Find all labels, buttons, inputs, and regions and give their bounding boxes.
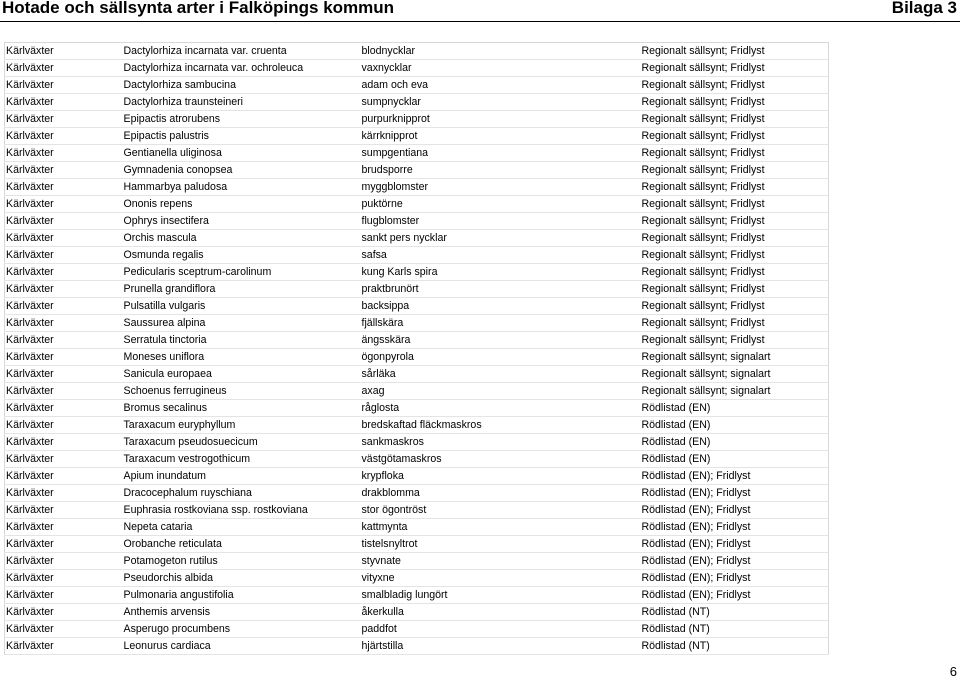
species-group-cell: Kärlväxter bbox=[5, 349, 123, 366]
conservation-status-cell: Rödlistad (EN); Fridlyst bbox=[641, 519, 829, 536]
table-row bbox=[5, 281, 829, 298]
species-group-cell: Kärlväxter bbox=[5, 451, 123, 468]
conservation-status-cell: Regionalt sällsynt; Fridlyst bbox=[641, 213, 829, 230]
table-row bbox=[5, 111, 829, 128]
species-group-cell: Kärlväxter bbox=[5, 366, 123, 383]
species-group-cell: Kärlväxter bbox=[5, 230, 123, 247]
swedish-name-cell: smalbladig lungört bbox=[361, 587, 641, 604]
species-group-cell: Kärlväxter bbox=[5, 247, 123, 264]
swedish-name-cell: tistelsnyltrot bbox=[361, 536, 641, 553]
scientific-name-cell: Leonurus cardiaca bbox=[123, 638, 361, 655]
species-group-cell: Kärlväxter bbox=[5, 417, 123, 434]
header-divider bbox=[0, 21, 960, 22]
scientific-name-cell: Ophrys insectifera bbox=[123, 213, 361, 230]
scientific-name-cell: Dracocephalum ruyschiana bbox=[123, 485, 361, 502]
scientific-name-cell: Taraxacum pseudosuecicum bbox=[123, 434, 361, 451]
conservation-status-cell: Regionalt sällsynt; Fridlyst bbox=[641, 196, 829, 213]
table-row bbox=[5, 162, 829, 179]
species-group-cell: Kärlväxter bbox=[5, 128, 123, 145]
swedish-name-cell: vityxne bbox=[361, 570, 641, 587]
scientific-name-cell: Gentianella uliginosa bbox=[123, 145, 361, 162]
conservation-status-cell: Regionalt sällsynt; Fridlyst bbox=[641, 247, 829, 264]
species-group-cell: Kärlväxter bbox=[5, 519, 123, 536]
table-row bbox=[5, 485, 829, 502]
scientific-name-cell: Hammarbya paludosa bbox=[123, 179, 361, 196]
scientific-name-cell: Pulsatilla vulgaris bbox=[123, 298, 361, 315]
swedish-name-cell: blodnycklar bbox=[361, 43, 641, 60]
scientific-name-cell: Gymnadenia conopsea bbox=[123, 162, 361, 179]
table-row bbox=[5, 570, 829, 587]
conservation-status-cell: Rödlistad (NT) bbox=[641, 621, 829, 638]
scientific-name-cell: Epipactis atrorubens bbox=[123, 111, 361, 128]
scientific-name-cell: Sanicula europaea bbox=[123, 366, 361, 383]
swedish-name-cell: myggblomster bbox=[361, 179, 641, 196]
species-group-cell: Kärlväxter bbox=[5, 264, 123, 281]
species-group-cell: Kärlväxter bbox=[5, 298, 123, 315]
species-group-cell: Kärlväxter bbox=[5, 485, 123, 502]
scientific-name-cell: Pseudorchis albida bbox=[123, 570, 361, 587]
swedish-name-cell: paddfot bbox=[361, 621, 641, 638]
scientific-name-cell: Schoenus ferrugineus bbox=[123, 383, 361, 400]
conservation-status-cell: Regionalt sällsynt; Fridlyst bbox=[641, 145, 829, 162]
swedish-name-cell: stor ögontröst bbox=[361, 502, 641, 519]
table-row bbox=[5, 587, 829, 604]
scientific-name-cell: Nepeta cataria bbox=[123, 519, 361, 536]
swedish-name-cell: sårläka bbox=[361, 366, 641, 383]
conservation-status-cell: Regionalt sällsynt; Fridlyst bbox=[641, 230, 829, 247]
conservation-status-cell: Regionalt sällsynt; Fridlyst bbox=[641, 332, 829, 349]
species-group-cell: Kärlväxter bbox=[5, 638, 123, 655]
species-group-cell: Kärlväxter bbox=[5, 94, 123, 111]
conservation-status-cell: Regionalt sällsynt; Fridlyst bbox=[641, 43, 829, 60]
swedish-name-cell: kattmynta bbox=[361, 519, 641, 536]
conservation-status-cell: Rödlistad (EN); Fridlyst bbox=[641, 502, 829, 519]
conservation-status-cell: Regionalt sällsynt; signalart bbox=[641, 349, 829, 366]
swedish-name-cell: backsippa bbox=[361, 298, 641, 315]
swedish-name-cell: purpurknipprot bbox=[361, 111, 641, 128]
scientific-name-cell: Osmunda regalis bbox=[123, 247, 361, 264]
scientific-name-cell: Pulmonaria angustifolia bbox=[123, 587, 361, 604]
swedish-name-cell: adam och eva bbox=[361, 77, 641, 94]
conservation-status-cell: Rödlistad (EN); Fridlyst bbox=[641, 485, 829, 502]
swedish-name-cell: kung Karls spira bbox=[361, 264, 641, 281]
conservation-status-cell: Regionalt sällsynt; Fridlyst bbox=[641, 111, 829, 128]
conservation-status-cell: Regionalt sällsynt; Fridlyst bbox=[641, 60, 829, 77]
conservation-status-cell: Regionalt sällsynt; Fridlyst bbox=[641, 264, 829, 281]
scientific-name-cell: Moneses uniflora bbox=[123, 349, 361, 366]
species-group-cell: Kärlväxter bbox=[5, 434, 123, 451]
scientific-name-cell: Dactylorhiza sambucina bbox=[123, 77, 361, 94]
swedish-name-cell: fjällskära bbox=[361, 315, 641, 332]
species-group-cell: Kärlväxter bbox=[5, 60, 123, 77]
scientific-name-cell: Asperugo procumbens bbox=[123, 621, 361, 638]
species-group-cell: Kärlväxter bbox=[5, 43, 123, 60]
swedish-name-cell: kärrknipprot bbox=[361, 128, 641, 145]
conservation-status-cell: Regionalt sällsynt; Fridlyst bbox=[641, 77, 829, 94]
table-row bbox=[5, 536, 829, 553]
swedish-name-cell: bredskaftad fläckmaskros bbox=[361, 417, 641, 434]
conservation-status-cell: Rödlistad (NT) bbox=[641, 604, 829, 621]
species-group-cell: Kärlväxter bbox=[5, 502, 123, 519]
swedish-name-cell: safsa bbox=[361, 247, 641, 264]
table-row bbox=[5, 298, 829, 315]
species-group-cell: Kärlväxter bbox=[5, 400, 123, 417]
table-row bbox=[5, 94, 829, 111]
scientific-name-cell: Orobanche reticulata bbox=[123, 536, 361, 553]
scientific-name-cell: Serratula tinctoria bbox=[123, 332, 361, 349]
conservation-status-cell: Regionalt sällsynt; Fridlyst bbox=[641, 128, 829, 145]
scientific-name-cell: Potamogeton rutilus bbox=[123, 553, 361, 570]
swedish-name-cell: drakblomma bbox=[361, 485, 641, 502]
swedish-name-cell: sumpgentiana bbox=[361, 145, 641, 162]
conservation-status-cell: Rödlistad (EN) bbox=[641, 417, 829, 434]
swedish-name-cell: puktörne bbox=[361, 196, 641, 213]
conservation-status-cell: Regionalt sällsynt; signalart bbox=[641, 366, 829, 383]
swedish-name-cell: flugblomster bbox=[361, 213, 641, 230]
conservation-status-cell: Regionalt sällsynt; Fridlyst bbox=[641, 162, 829, 179]
scientific-name-cell: Bromus secalinus bbox=[123, 400, 361, 417]
table-row bbox=[5, 621, 829, 638]
table-row bbox=[5, 604, 829, 621]
scientific-name-cell: Taraxacum vestrogothicum bbox=[123, 451, 361, 468]
table-row bbox=[5, 519, 829, 536]
table-row bbox=[5, 230, 829, 247]
scientific-name-cell: Euphrasia rostkoviana ssp. rostkoviana bbox=[123, 502, 361, 519]
table-row bbox=[5, 553, 829, 570]
swedish-name-cell: krypfloka bbox=[361, 468, 641, 485]
swedish-name-cell: sankt pers nycklar bbox=[361, 230, 641, 247]
page-header bbox=[0, 0, 960, 20]
species-group-cell: Kärlväxter bbox=[5, 281, 123, 298]
species-group-cell: Kärlväxter bbox=[5, 179, 123, 196]
table-row bbox=[5, 247, 829, 264]
species-group-cell: Kärlväxter bbox=[5, 553, 123, 570]
table-row bbox=[5, 638, 829, 655]
swedish-name-cell: hjärtstilla bbox=[361, 638, 641, 655]
scientific-name-cell: Ononis repens bbox=[123, 196, 361, 213]
species-group-cell: Kärlväxter bbox=[5, 536, 123, 553]
table-row bbox=[5, 366, 829, 383]
page-number: 6 bbox=[949, 664, 957, 679]
table-row bbox=[5, 43, 829, 60]
conservation-status-cell: Rödlistad (EN); Fridlyst bbox=[641, 536, 829, 553]
species-group-cell: Kärlväxter bbox=[5, 162, 123, 179]
table-row bbox=[5, 434, 829, 451]
conservation-status-cell: Regionalt sällsynt; Fridlyst bbox=[641, 179, 829, 196]
table-row bbox=[5, 264, 829, 281]
swedish-name-cell: brudsporre bbox=[361, 162, 641, 179]
species-table-body bbox=[5, 43, 829, 655]
species-group-cell: Kärlväxter bbox=[5, 468, 123, 485]
conservation-status-cell: Regionalt sällsynt; Fridlyst bbox=[641, 94, 829, 111]
species-group-cell: Kärlväxter bbox=[5, 332, 123, 349]
table-row bbox=[5, 417, 829, 434]
swedish-name-cell: praktbrunört bbox=[361, 281, 641, 298]
conservation-status-cell: Rödlistad (EN); Fridlyst bbox=[641, 570, 829, 587]
swedish-name-cell: ängsskära bbox=[361, 332, 641, 349]
conservation-status-cell: Rödlistad (EN); Fridlyst bbox=[641, 553, 829, 570]
species-group-cell: Kärlväxter bbox=[5, 145, 123, 162]
table-row bbox=[5, 213, 829, 230]
table-row bbox=[5, 383, 829, 400]
conservation-status-cell: Rödlistad (EN); Fridlyst bbox=[641, 468, 829, 485]
conservation-status-cell: Regionalt sällsynt; Fridlyst bbox=[641, 281, 829, 298]
scientific-name-cell: Apium inundatum bbox=[123, 468, 361, 485]
table-row bbox=[5, 77, 829, 94]
table-row bbox=[5, 315, 829, 332]
table-row bbox=[5, 60, 829, 77]
species-table bbox=[4, 42, 829, 655]
scientific-name-cell: Taraxacum euryphyllum bbox=[123, 417, 361, 434]
species-group-cell: Kärlväxter bbox=[5, 111, 123, 128]
table-row bbox=[5, 400, 829, 417]
species-group-cell: Kärlväxter bbox=[5, 621, 123, 638]
conservation-status-cell: Regionalt sällsynt; Fridlyst bbox=[641, 298, 829, 315]
conservation-status-cell: Rödlistad (EN) bbox=[641, 434, 829, 451]
table-row bbox=[5, 451, 829, 468]
table-row bbox=[5, 128, 829, 145]
appendix-label: Bilaga 3 bbox=[891, 0, 957, 17]
species-group-cell: Kärlväxter bbox=[5, 315, 123, 332]
species-group-cell: Kärlväxter bbox=[5, 570, 123, 587]
table-row bbox=[5, 196, 829, 213]
table-row bbox=[5, 468, 829, 485]
document-title: Hotade och sällsynta arter i Falköpings kommun bbox=[2, 0, 395, 17]
swedish-name-cell: råglosta bbox=[361, 400, 641, 417]
species-group-cell: Kärlväxter bbox=[5, 196, 123, 213]
scientific-name-cell: Dactylorhiza incarnata var. ochroleuca bbox=[123, 60, 361, 77]
swedish-name-cell: axag bbox=[361, 383, 641, 400]
species-group-cell: Kärlväxter bbox=[5, 604, 123, 621]
table-row bbox=[5, 179, 829, 196]
table-row bbox=[5, 349, 829, 366]
conservation-status-cell: Regionalt sällsynt; signalart bbox=[641, 383, 829, 400]
scientific-name-cell: Orchis mascula bbox=[123, 230, 361, 247]
swedish-name-cell: sankmaskros bbox=[361, 434, 641, 451]
swedish-name-cell: styvnate bbox=[361, 553, 641, 570]
scientific-name-cell: Dactylorhiza traunsteineri bbox=[123, 94, 361, 111]
conservation-status-cell: Rödlistad (EN); Fridlyst bbox=[641, 587, 829, 604]
scientific-name-cell: Dactylorhiza incarnata var. cruenta bbox=[123, 43, 361, 60]
swedish-name-cell: västgötamaskros bbox=[361, 451, 641, 468]
table-row bbox=[5, 145, 829, 162]
scientific-name-cell: Saussurea alpina bbox=[123, 315, 361, 332]
species-group-cell: Kärlväxter bbox=[5, 587, 123, 604]
scientific-name-cell: Prunella grandiflora bbox=[123, 281, 361, 298]
conservation-status-cell: Rödlistad (EN) bbox=[641, 400, 829, 417]
swedish-name-cell: ögonpyrola bbox=[361, 349, 641, 366]
swedish-name-cell: sumpnycklar bbox=[361, 94, 641, 111]
scientific-name-cell: Epipactis palustris bbox=[123, 128, 361, 145]
table-row bbox=[5, 332, 829, 349]
swedish-name-cell: åkerkulla bbox=[361, 604, 641, 621]
table-row bbox=[5, 502, 829, 519]
species-group-cell: Kärlväxter bbox=[5, 213, 123, 230]
conservation-status-cell: Rödlistad (NT) bbox=[641, 638, 829, 655]
conservation-status-cell: Rödlistad (EN) bbox=[641, 451, 829, 468]
species-group-cell: Kärlväxter bbox=[5, 77, 123, 94]
swedish-name-cell: vaxnycklar bbox=[361, 60, 641, 77]
conservation-status-cell: Regionalt sällsynt; Fridlyst bbox=[641, 315, 829, 332]
scientific-name-cell: Anthemis arvensis bbox=[123, 604, 361, 621]
scientific-name-cell: Pedicularis sceptrum-carolinum bbox=[123, 264, 361, 281]
species-group-cell: Kärlväxter bbox=[5, 383, 123, 400]
